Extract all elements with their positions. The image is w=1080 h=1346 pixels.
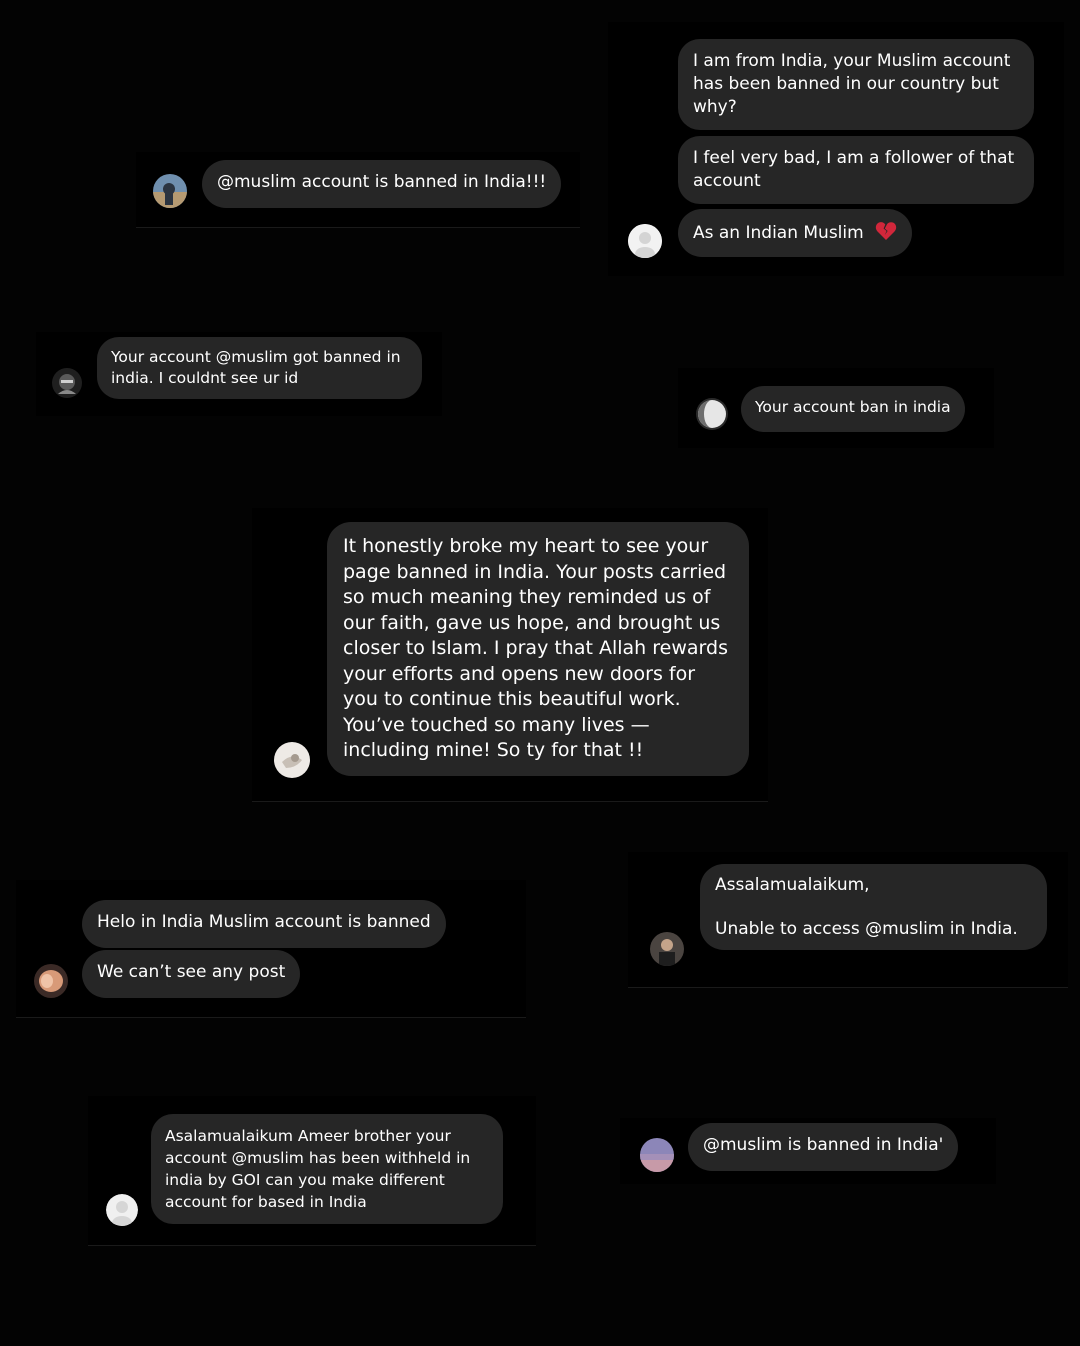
- message-text: As an Indian Muslim: [693, 223, 864, 243]
- message-bubble[interactable]: @muslim is banned in India': [688, 1123, 958, 1171]
- sender-avatar[interactable]: [628, 224, 662, 258]
- sender-avatar[interactable]: [106, 1194, 138, 1226]
- message-card-8: [88, 1096, 536, 1246]
- message-bubble[interactable]: [678, 209, 912, 257]
- sender-avatar[interactable]: [153, 174, 187, 208]
- message-bubble[interactable]: Helo in India Muslim account is banned: [82, 900, 446, 948]
- sender-avatar[interactable]: [650, 932, 684, 966]
- message-bubble[interactable]: Asalamualaikum Ameer brother your account @muslim has been withheld in india by GOI can you make different account for based in India: [151, 1114, 503, 1224]
- message-card-7: [628, 852, 1068, 988]
- sender-avatar[interactable]: [640, 1138, 674, 1172]
- sender-avatar[interactable]: [52, 368, 82, 398]
- message-bubble[interactable]: I am from India, your Muslim account has been banned in our country but why?: [678, 39, 1034, 130]
- message-bubble[interactable]: It honestly broke my heart to see your page banned in India. Your posts carried so much meaning they reminded us of our faith, gave us hope, and brought us closer to Islam. I pray that Allah rewards your efforts and opens new doors for you to continue this beautiful work. You’ve touched so many lives — including mine! So ty for that !!: [327, 522, 749, 776]
- sender-avatar[interactable]: [696, 398, 728, 430]
- message-card-1: [136, 152, 580, 228]
- message-bubble[interactable]: Assalamualaikum, Unable to access @muslim in India.: [700, 864, 1047, 950]
- message-card-5: [252, 508, 768, 802]
- message-bubble[interactable]: Your account ban in india: [741, 386, 965, 432]
- broken-heart-emoji: [875, 221, 897, 247]
- message-card-4: [678, 368, 994, 448]
- message-card-6: [16, 880, 526, 1018]
- message-bubble[interactable]: We can’t see any post: [82, 950, 300, 998]
- message-bubble[interactable]: @muslim account is banned in India!!!: [202, 160, 561, 208]
- message-card-9: [620, 1118, 996, 1184]
- message-bubble[interactable]: I feel very bad, I am a follower of that account: [678, 136, 1034, 204]
- message-card-2: [608, 22, 1064, 276]
- message-bubble[interactable]: Your account @muslim got banned in india. I couldnt see ur id: [97, 337, 422, 399]
- sender-avatar[interactable]: [34, 964, 68, 998]
- sender-avatar[interactable]: [274, 742, 310, 778]
- message-card-3: [36, 332, 442, 416]
